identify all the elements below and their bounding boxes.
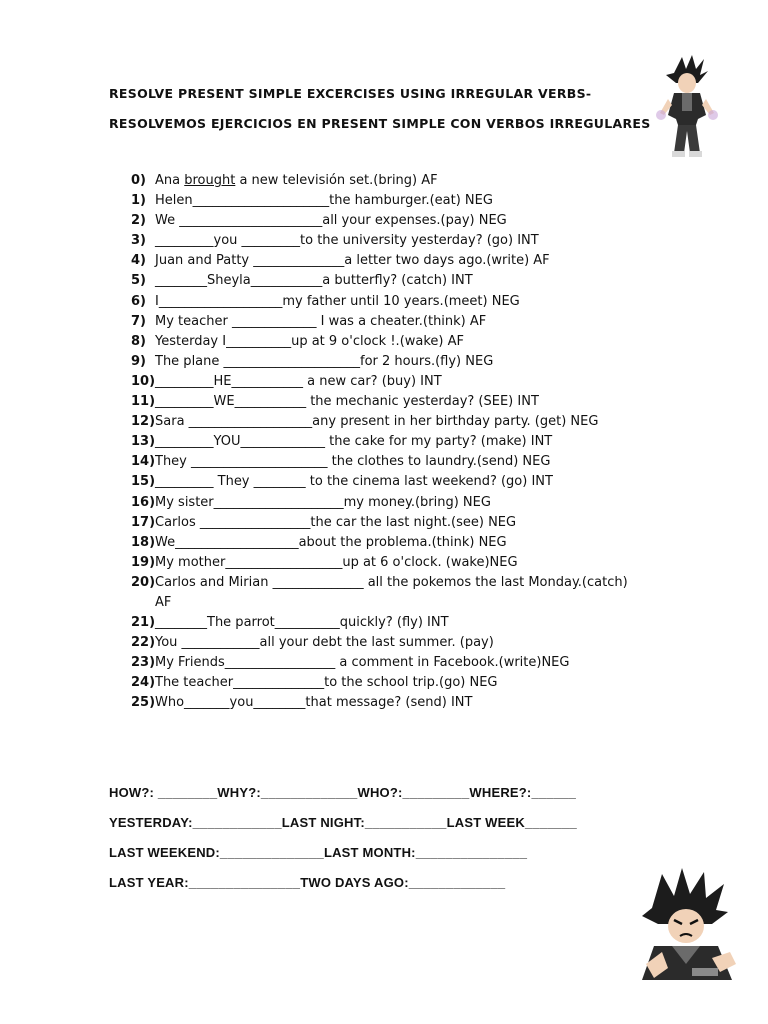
item-number: 13) [131, 434, 156, 450]
item-number: 8) [131, 333, 146, 349]
item-text: They _____________________ the clothes to laundry.(send) NEG [155, 454, 551, 470]
item-text: My sister____________________my money.(bring) NEG [155, 494, 491, 510]
list-item [131, 412, 691, 432]
item-number: 14) [131, 454, 156, 470]
list-item [131, 432, 691, 452]
item-text: Carlos _________________the car the last night.(see) NEG [155, 514, 517, 530]
time-expressions-line-1: YESTERDAY:____________LAST NIGHT:___________LAST WEEK_______ [109, 815, 577, 830]
worksheet-title-spanish: RESOLVEMOS EJERCICIOS EN PRESENT SIMPLE CON VERBOS IRREGULARES [109, 116, 651, 131]
item-text: Sara ___________________any present in her birthday party. (get) NEG [155, 414, 599, 430]
item-text: My Friends_________________ a comment in Facebook.(write)NEG [155, 655, 570, 671]
item-number: 21) [131, 614, 156, 630]
item-text: Helen_____________________the hamburger.(eat) NEG [155, 193, 493, 209]
list-item [131, 312, 691, 332]
item-text: The plane _____________________for 2 hours.(fly) NEG [155, 353, 494, 369]
time-expressions-line-2: LAST WEEKEND:______________LAST MONTH:_______________ [109, 845, 528, 860]
item-number: 1) [131, 193, 146, 209]
list-item [131, 693, 691, 713]
item-text: ________The parrot__________quickly? (fly) INT [155, 614, 449, 630]
list-item [131, 553, 691, 573]
list-item [131, 472, 691, 492]
example-text-after: a new televisión set.(bring) AF [235, 173, 438, 188]
item-text: Yesterday I__________up at 9 o'clock !.(wake) AF [155, 333, 464, 349]
question-words-line: HOW?: ________WHY?:_____________WHO?:_________WHERE?:______ [109, 785, 577, 800]
list-item [131, 372, 691, 392]
item-text: I___________________my father until 10 years.(meet) NEG [155, 293, 520, 309]
list-item [131, 673, 691, 693]
list-item [131, 633, 691, 653]
item-number: 10) [131, 373, 156, 389]
item-number: 17) [131, 514, 156, 530]
list-item [131, 613, 691, 633]
list-item [131, 452, 691, 472]
item-number: 7) [131, 313, 146, 329]
item-text: You ____________all your debt the last summer. (pay) [155, 635, 494, 651]
item-number: 22) [131, 635, 156, 651]
item-text: Carlos and Mirian ______________ all the pokemos the last Monday.(catch) [155, 574, 628, 590]
item-number: 18) [131, 534, 156, 550]
item-number: 25) [131, 695, 156, 711]
item-text: My mother__________________up at 6 o'clock. (wake)NEG [155, 554, 518, 570]
list-item [131, 392, 691, 412]
item-number: 0) [131, 173, 146, 188]
list-item [131, 533, 691, 553]
example-answer: brought [184, 173, 236, 188]
item-number: 4) [131, 253, 146, 269]
list-item [131, 332, 691, 352]
list-item [131, 251, 691, 271]
item-number: 5) [131, 273, 146, 289]
item-number: 19) [131, 554, 156, 570]
example-text-before: Ana [155, 173, 185, 188]
character-illustration-top [652, 55, 722, 160]
item-number: 16) [131, 494, 156, 510]
item-text: _________YOU_____________ the cake for my party? (make) INT [155, 434, 553, 450]
item-text: ________Sheyla___________a butterfly? (catch) INT [155, 273, 473, 289]
example-row [131, 171, 691, 191]
item-text: My teacher _____________ I was a cheater.(think) AF [155, 313, 487, 329]
item-number: 15) [131, 474, 156, 490]
exercise-list [131, 171, 691, 713]
item-text: Juan and Patty ______________a letter two days ago.(write) AF [155, 253, 550, 269]
list-item [131, 493, 691, 513]
list-item [131, 352, 691, 372]
item-continuation: AF [155, 594, 172, 610]
item-number: 12) [131, 414, 156, 430]
item-text: _________HE___________ a new car? (buy) INT [155, 373, 442, 389]
item-text: The teacher______________to the school trip.(go) NEG [155, 675, 498, 691]
item-number: 9) [131, 353, 146, 369]
item-text: _________WE___________ the mechanic yesterday? (SEE) INT [155, 394, 539, 410]
item-text: _________you _________to the university yesterday? (go) INT [155, 233, 539, 249]
list-item [131, 513, 691, 533]
list-item [131, 211, 691, 231]
time-expressions-line-3: LAST YEAR:_______________TWO DAYS AGO:_____________ [109, 875, 506, 890]
list-item [131, 573, 691, 593]
list-item [131, 231, 691, 251]
item-number: 3) [131, 233, 146, 249]
worksheet-title-english: RESOLVE PRESENT SIMPLE EXCERCISES USING IRREGULAR VERBS- [109, 86, 592, 101]
list-item [131, 271, 691, 291]
item-text: Who_______you________that message? (send) INT [155, 695, 473, 711]
item-text: We ______________________all your expenses.(pay) NEG [155, 213, 507, 229]
item-text: _________ They ________ to the cinema last weekend? (go) INT [155, 474, 553, 490]
character-illustration-bottom [632, 868, 742, 988]
item-text: We___________________about the problema.(think) NEG [155, 534, 507, 550]
list-item [131, 292, 691, 312]
item-number: 23) [131, 655, 156, 671]
item-number: 20) [131, 574, 156, 590]
list-item [131, 653, 691, 673]
item-number: 11) [131, 394, 156, 410]
item-number: 6) [131, 293, 146, 309]
item-number: 2) [131, 213, 146, 229]
list-item [131, 191, 691, 211]
item-number: 24) [131, 675, 156, 691]
